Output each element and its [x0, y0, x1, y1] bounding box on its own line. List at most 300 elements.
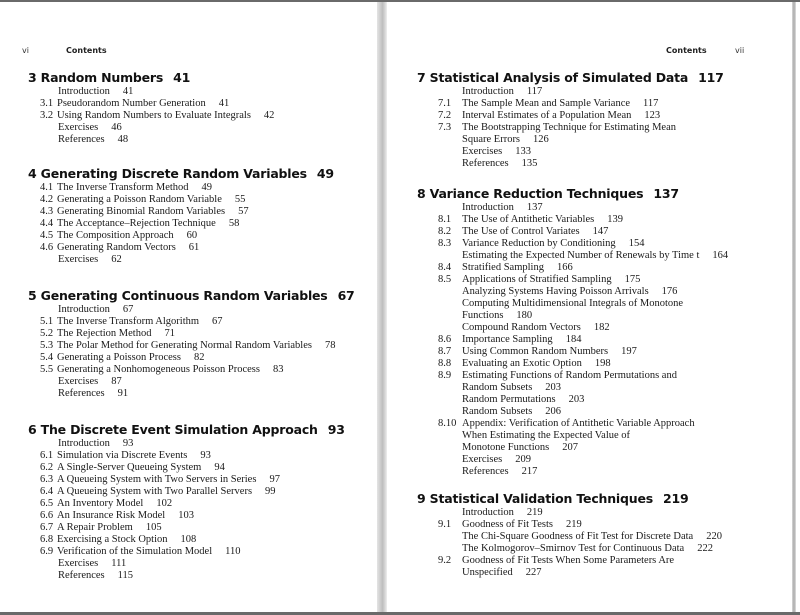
section-title	[462, 454, 531, 466]
section-page-number: 58	[228, 218, 240, 229]
section-number: 8.1	[438, 214, 452, 225]
section-title	[462, 519, 582, 531]
section-number: 9.2	[438, 555, 452, 566]
toc-entry[interactable]	[0, 254, 334, 266]
section-title-text: Estimating the Expected Number of Renewals by Time t	[462, 250, 700, 261]
toc-entry[interactable]	[390, 286, 679, 298]
section-title	[57, 316, 223, 328]
toc-entry[interactable]	[390, 158, 724, 170]
section-page-number: 49	[201, 182, 213, 193]
chapter-title-text: 6 The Discrete Event Simulation Approach	[28, 422, 318, 437]
section-number: 8.10	[438, 418, 457, 429]
section-title	[462, 86, 542, 98]
section-page-number: 82	[193, 352, 205, 363]
toc-entry[interactable]	[0, 110, 275, 122]
right-page	[390, 0, 790, 615]
chapter-title-text: 3 Random Numbers	[28, 70, 164, 85]
section-title-text: The Kolmogorov–Smirnov Test for Continuous Data	[462, 543, 685, 554]
section-title-text: The Acceptance–Rejection Technique	[57, 218, 216, 229]
toc-entry[interactable]	[0, 498, 345, 510]
section-title	[462, 226, 608, 238]
toc-entry[interactable]	[0, 242, 334, 254]
toc-entry[interactable]	[0, 462, 345, 474]
section-page-number: 55	[234, 194, 246, 205]
section-number: 8.9	[438, 370, 452, 381]
section-title	[57, 242, 199, 254]
section-title-text: Random Subsets	[462, 406, 533, 417]
toc-entry[interactable]	[390, 274, 679, 286]
section-number: 5.3	[40, 340, 54, 351]
section-title	[462, 507, 543, 519]
section-number: 6.4	[40, 486, 54, 497]
toc-entry[interactable]	[0, 122, 190, 134]
section-title	[462, 146, 531, 158]
section-title-text: Generating a Nonhomogeneous Poisson Process	[57, 364, 260, 375]
section-title	[462, 346, 637, 358]
section-number: 5.5	[40, 364, 54, 375]
section-title-text: The Composition Approach	[57, 230, 174, 241]
section-title	[57, 450, 211, 462]
section-title-text: Evaluating an Exotic Option	[462, 358, 582, 369]
toc-entry[interactable]	[390, 519, 688, 531]
section-title-text: Exercises	[58, 254, 99, 265]
toc-entry[interactable]	[390, 262, 679, 274]
toc-entry[interactable]	[0, 316, 355, 328]
section-number: 4.3	[40, 206, 54, 217]
section-page-number: 222	[697, 543, 713, 554]
section-title-text: References	[58, 134, 105, 145]
chapter-title-text: 5 Generating Continuous Random Variables	[28, 288, 328, 303]
section-page-number: 135	[521, 158, 538, 169]
section-title-text: When Estimating the Expected Value of	[462, 430, 631, 441]
toc-entry[interactable]	[390, 134, 724, 146]
section-title	[462, 310, 532, 322]
section-number: 6.6	[40, 510, 54, 521]
section-title-text: Introduction	[462, 507, 514, 518]
section-page-number: 117	[526, 86, 543, 97]
section-title	[58, 438, 133, 450]
section-number: 8.5	[438, 274, 452, 285]
section-title-text: Applications of Stratified Sampling	[462, 274, 612, 285]
section-page-number: 166	[556, 262, 573, 273]
toc-entry[interactable]	[0, 98, 230, 110]
section-title-text: Importance Sampling	[462, 334, 553, 345]
section-title-text: Introduction	[58, 304, 110, 315]
section-page-number: 71	[164, 328, 175, 339]
section-page-number: 57	[238, 206, 249, 217]
section-page-number: 198	[594, 358, 611, 369]
section-number: 6.2	[40, 462, 54, 473]
toc-entry[interactable]	[0, 340, 355, 352]
chapter-title[interactable]	[28, 288, 355, 304]
section-title-text: Exercises	[58, 122, 99, 133]
section-number: 5.4	[40, 352, 54, 363]
section-number: 4.4	[40, 218, 54, 229]
section-title-text: Introduction	[58, 86, 110, 97]
section-title	[57, 364, 283, 376]
section-title-text: An Inventory Model	[57, 498, 144, 509]
section-title	[58, 254, 122, 266]
section-page-number: 164	[712, 250, 729, 261]
section-page-number: 103	[178, 510, 194, 521]
toc-entry[interactable]	[390, 406, 679, 418]
toc-entry[interactable]	[390, 466, 679, 478]
section-title-text: Compound Random Vectors	[462, 322, 581, 333]
section-page-number: 207	[562, 442, 578, 453]
toc-entry[interactable]	[0, 570, 345, 582]
section-title-text: A Queueing System with Two Servers in Series	[57, 474, 257, 485]
chapter-title[interactable]	[417, 70, 724, 86]
toc-entry[interactable]	[390, 322, 679, 334]
section-number: 8.7	[438, 346, 452, 357]
toc-entry[interactable]	[0, 486, 345, 498]
toc-entry[interactable]	[0, 522, 345, 534]
section-number: 3.1	[40, 98, 54, 109]
toc-entry[interactable]	[390, 122, 724, 134]
toc-entry[interactable]	[0, 510, 345, 522]
section-title	[57, 328, 175, 340]
section-number: 4.2	[40, 194, 54, 205]
section-title-text: Appendix: Verification of Antithetic Variable Approach	[462, 418, 695, 429]
toc-entry[interactable]	[390, 214, 679, 226]
section-title	[57, 206, 249, 218]
toc-entry[interactable]	[390, 146, 724, 158]
section-number: 7.3	[438, 122, 452, 133]
section-page-number: 139	[607, 214, 623, 225]
section-title-text: Exercises	[462, 146, 503, 157]
toc-entry[interactable]	[0, 230, 334, 242]
section-title-text: Introduction	[58, 438, 110, 449]
section-title-text: The Inverse Transform Algorithm	[57, 316, 200, 327]
section-number: 8.8	[438, 358, 452, 369]
toc-entry[interactable]	[390, 418, 695, 430]
toc-entry[interactable]	[390, 202, 679, 214]
toc-entry[interactable]	[390, 454, 679, 466]
section-title	[462, 567, 541, 579]
section-title	[57, 340, 335, 352]
section-title-text: Generating a Poisson Process	[57, 352, 181, 363]
section-page-number: 147	[592, 226, 609, 237]
section-title-text: Computing Multidimensional Integrals of Monotone	[462, 298, 684, 309]
section-title-text: Interval Estimates of a Population Mean	[462, 110, 632, 121]
section-page-number: 219	[526, 507, 543, 518]
toc-entry[interactable]	[0, 134, 190, 146]
section-page-number: 41	[122, 86, 134, 97]
chapter-6	[28, 422, 345, 582]
section-page-number: 197	[621, 346, 637, 357]
section-title-text: Introduction	[462, 86, 514, 97]
section-title	[462, 442, 578, 454]
toc-entry[interactable]	[0, 364, 355, 376]
toc-entry[interactable]	[390, 507, 688, 519]
section-title-text: Introduction	[462, 202, 514, 213]
running-head: Contents	[666, 46, 707, 55]
toc-entry[interactable]	[0, 218, 334, 230]
chapter-title[interactable]	[417, 186, 679, 202]
section-number: 3.2	[40, 110, 54, 121]
toc-entry[interactable]	[390, 430, 679, 442]
toc-entry[interactable]	[390, 567, 688, 579]
toc-entry[interactable]	[390, 442, 679, 454]
section-title-text: Exercises	[58, 376, 99, 387]
toc-entry[interactable]	[390, 394, 679, 406]
section-title-text: Using Random Numbers to Evaluate Integrals	[57, 110, 251, 121]
toc-entry[interactable]	[0, 388, 355, 400]
section-title-text: Goodness of Fit Tests When Some Parameters Are	[462, 555, 675, 566]
section-title	[57, 218, 239, 230]
toc-entry[interactable]	[390, 358, 679, 370]
section-number: 9.1	[438, 519, 452, 530]
section-title	[462, 262, 573, 274]
section-page-number: 111	[111, 558, 127, 569]
section-page-number: 97	[269, 474, 280, 485]
section-title	[462, 110, 660, 122]
section-page-number: 184	[565, 334, 582, 345]
section-title	[462, 382, 561, 394]
section-title	[58, 134, 128, 146]
section-page-number: 137	[526, 202, 543, 213]
toc-entry[interactable]	[390, 531, 722, 543]
toc-entry[interactable]	[0, 194, 334, 206]
chapter-page-number: 49	[316, 166, 334, 181]
page-edge-shadow	[792, 2, 796, 612]
chapter-title-text: 8 Variance Reduction Techniques	[417, 186, 644, 201]
chapter-page-number: 67	[337, 288, 355, 303]
section-page-number: 94	[214, 462, 225, 473]
toc-entry[interactable]	[0, 376, 355, 388]
section-title-text: Using Common Random Numbers	[462, 346, 609, 357]
section-title	[462, 555, 687, 567]
section-title	[462, 543, 713, 555]
section-title	[58, 558, 126, 570]
toc-entry[interactable]	[390, 334, 679, 346]
chapter-page-number: 41	[173, 70, 191, 85]
section-title-text: Goodness of Fit Tests	[462, 519, 553, 530]
section-page-number: 93	[122, 438, 134, 449]
section-number: 8.6	[438, 334, 452, 345]
section-number: 4.5	[40, 230, 54, 241]
toc-entry[interactable]	[0, 558, 345, 570]
section-title-text: Estimating Functions of Random Permutations and	[462, 370, 677, 381]
section-page-number: 182	[593, 322, 610, 333]
page-number: vii	[735, 46, 745, 55]
section-title-text: Square Errors	[462, 134, 521, 145]
toc-entry[interactable]	[0, 304, 355, 316]
section-title	[57, 462, 225, 474]
section-page-number: 108	[180, 534, 197, 545]
section-title-text: Analyzing Systems Having Poisson Arrivals	[462, 286, 649, 297]
section-title-text: The Inverse Transform Method	[57, 182, 189, 193]
chapter-4	[28, 166, 334, 266]
chapter-title[interactable]	[28, 422, 345, 438]
section-number: 8.2	[438, 226, 452, 237]
section-number: 5.1	[40, 316, 54, 327]
section-title	[58, 388, 128, 400]
section-number: 4.6	[40, 242, 54, 253]
toc-entry[interactable]	[0, 534, 345, 546]
section-title	[462, 531, 722, 543]
section-title	[58, 122, 122, 134]
section-page-number: 203	[568, 394, 585, 405]
toc-entry[interactable]	[0, 86, 190, 98]
section-page-number: 87	[111, 376, 122, 387]
section-page-number: 67	[212, 316, 223, 327]
section-title	[58, 304, 133, 316]
section-title-text: Generating Binomial Random Variables	[57, 206, 226, 217]
section-title-text: Generating a Poisson Random Variable	[57, 194, 222, 205]
section-title	[57, 534, 196, 546]
chapter-title[interactable]	[28, 70, 190, 86]
toc-entry[interactable]	[390, 86, 724, 98]
section-title-text: References	[462, 158, 509, 169]
section-title	[462, 298, 696, 310]
section-page-number: 46	[111, 122, 122, 133]
section-title-text: Random Permutations	[462, 394, 556, 405]
section-page-number: 203	[545, 382, 562, 393]
section-title-text: The Polar Method for Generating Normal Random Variables	[57, 340, 312, 351]
section-title	[57, 522, 162, 534]
toc-entry[interactable]	[0, 328, 355, 340]
section-number: 6.3	[40, 474, 54, 485]
toc-entry[interactable]	[390, 555, 688, 567]
section-page-number: 123	[644, 110, 661, 121]
section-number: 6.8	[40, 534, 54, 545]
section-page-number: 176	[661, 286, 678, 297]
section-title	[462, 358, 611, 370]
chapter-title-text: 4 Generating Discrete Random Variables	[28, 166, 307, 181]
toc-entry[interactable]	[0, 450, 345, 462]
chapter-7	[417, 70, 724, 170]
section-number: 6.5	[40, 498, 54, 509]
section-title	[462, 466, 537, 478]
section-number: 8.4	[438, 262, 452, 273]
toc-entry[interactable]	[390, 346, 679, 358]
toc-entry[interactable]	[390, 238, 679, 250]
section-title	[57, 546, 241, 558]
section-title	[462, 158, 537, 170]
section-page-number: 105	[145, 522, 162, 533]
section-title-text: The Chi-Square Goodness of Fit Test for Discrete Data	[462, 531, 694, 542]
toc-entry[interactable]	[0, 474, 345, 486]
toc-entry[interactable]	[0, 352, 355, 364]
section-page-number: 209	[515, 454, 531, 465]
section-page-number: 48	[117, 134, 129, 145]
chapter-page-number: 137	[653, 186, 679, 201]
section-page-number: 180	[516, 310, 533, 321]
section-number: 6.1	[40, 450, 54, 461]
section-title	[57, 182, 212, 194]
chapter-title[interactable]	[417, 491, 688, 507]
page-number: vi	[22, 46, 29, 55]
section-title	[462, 394, 584, 406]
section-title	[462, 98, 658, 110]
section-title-text: References	[462, 466, 509, 477]
section-number: 7.2	[438, 110, 452, 121]
toc-entry[interactable]	[390, 250, 729, 262]
chapter-title-text: 9 Statistical Validation Techniques	[417, 491, 653, 506]
toc-entry[interactable]	[0, 546, 345, 558]
chapter-3	[28, 70, 275, 146]
toc-entry[interactable]	[390, 382, 679, 394]
toc-entry[interactable]	[390, 110, 724, 122]
section-title-text: Random Subsets	[462, 382, 533, 393]
section-title-text: A Queueing System with Two Parallel Servers	[57, 486, 253, 497]
section-title-text: Functions	[462, 310, 504, 321]
section-number: 7.1	[438, 98, 452, 109]
section-title	[57, 498, 172, 510]
section-title	[57, 352, 204, 364]
section-title	[462, 202, 543, 214]
section-page-number: 99	[265, 486, 276, 497]
section-title	[462, 334, 581, 346]
section-page-number: 42	[263, 110, 275, 121]
section-title-text: Generating Random Vectors	[57, 242, 176, 253]
section-title	[58, 86, 133, 98]
section-page-number: 133	[515, 146, 531, 157]
section-title-text: A Repair Problem	[57, 522, 133, 533]
chapter-8	[417, 186, 729, 478]
toc-entry[interactable]	[390, 98, 724, 110]
toc-entry[interactable]	[390, 543, 713, 555]
chapter-title[interactable]	[28, 166, 334, 182]
section-title	[462, 286, 677, 298]
section-page-number: 78	[324, 340, 336, 351]
chapter-page-number: 219	[662, 491, 689, 506]
section-page-number: 217	[521, 466, 538, 477]
toc-entry[interactable]	[390, 226, 679, 238]
section-page-number: 91	[117, 388, 129, 399]
section-title	[462, 250, 728, 262]
section-number: 8.3	[438, 238, 452, 249]
section-page-number: 219	[565, 519, 582, 530]
section-number: 6.9	[40, 546, 54, 557]
section-title-text: Verification of the Simulation Model	[57, 546, 213, 557]
toc-entry[interactable]	[0, 438, 345, 450]
section-title	[462, 274, 640, 286]
chapter-page-number: 93	[327, 422, 345, 437]
toc-entry[interactable]	[390, 298, 684, 310]
section-title-text: Exercises	[58, 558, 99, 569]
section-page-number: 175	[624, 274, 641, 285]
toc-entry[interactable]	[0, 182, 334, 194]
section-title	[57, 486, 276, 498]
section-title-text: Monotone Functions	[462, 442, 550, 453]
section-title-text: The Use of Control Variates	[462, 226, 580, 237]
section-page-number: 41	[218, 98, 230, 109]
section-title	[57, 110, 274, 122]
section-title-text: The Use of Antithetic Variables	[462, 214, 595, 225]
toc-entry[interactable]	[390, 310, 679, 322]
section-title	[462, 406, 561, 418]
section-title-text: References	[58, 570, 105, 581]
section-number: 5.2	[40, 328, 54, 339]
section-title	[57, 474, 280, 486]
section-title-text: Variance Reduction by Conditioning	[462, 238, 616, 249]
section-page-number: 117	[643, 98, 659, 109]
toc-entry[interactable]	[390, 370, 679, 382]
section-title	[462, 430, 643, 442]
toc-entry[interactable]	[0, 206, 334, 218]
section-page-number: 227	[525, 567, 542, 578]
section-title-text: A Single-Server Queueing System	[57, 462, 202, 473]
section-title-text: The Bootstrapping Technique for Estimating Mean	[462, 122, 676, 133]
section-title	[58, 570, 133, 582]
section-title	[462, 418, 708, 430]
section-page-number: 61	[188, 242, 200, 253]
section-title-text: Exercising a Stock Option	[57, 534, 168, 545]
section-page-number: 220	[706, 531, 722, 542]
chapter-title-text: 7 Statistical Analysis of Simulated Data	[417, 70, 689, 85]
